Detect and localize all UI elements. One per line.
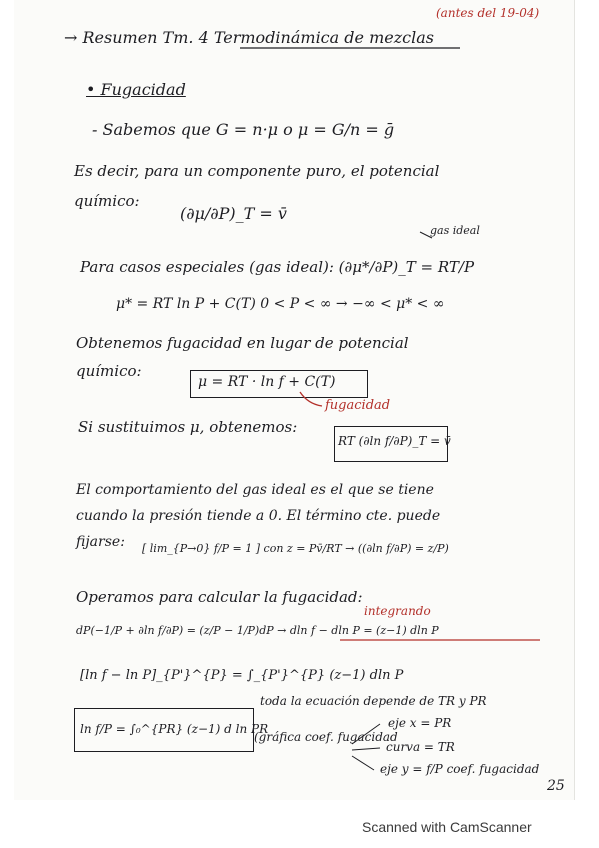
text-line-9: cuando la presión tiende a 0. El término cte. puede (76, 508, 441, 524)
eje-y-note: eje y = f/P coef. fugacidad (380, 762, 540, 776)
corner-date-note: (antes del 19-04) (436, 6, 540, 20)
text-line-2: Es decir, para un componente puro, el potencial (74, 162, 440, 180)
text-line-8: El comportamiento del gas ideal es el que se tiene (76, 482, 434, 498)
text-line-3: químico: (74, 192, 140, 210)
text-line-10: fijarse: (76, 534, 125, 550)
text-line-4: Para casos especiales (gas ideal): (∂μ*/∂P)_T = RT/P (80, 258, 475, 276)
grafica-note: (gráfica coef. fugacidad (254, 730, 398, 744)
equation-3: μ = RT · ln f + C(T) (198, 374, 336, 390)
equation-1: (∂μ/∂P)_T = v̄ (180, 204, 287, 223)
dependence-note: toda la ecuación depende de TR y PR (260, 694, 487, 708)
text-line-5: Obtenemos fugacidad en lugar de potencial (76, 334, 409, 352)
equation-5: [ lim_{P→0} f/P = 1 ] con z = Pv̄/RT → ((∂ln f/∂P) = z/P) (142, 542, 449, 555)
section-heading: • Fugacidad (86, 80, 186, 99)
text-line-11: Operamos para calcular la fugacidad: (76, 588, 363, 606)
text-line-7: Si sustituimos μ, obtenemos: (78, 418, 298, 436)
page-number: 25 (547, 778, 565, 794)
scanner-watermark: Scanned with CamScanner (362, 819, 532, 835)
equation-8: ln f/P = ∫₀^{PR} (z−1) d ln PR (80, 722, 269, 736)
equation-7: [ln f − ln P]_{P'}^{P} = ∫_{P'}^{P} (z−1) dln P (80, 668, 404, 683)
eje-x-note: eje x = PR (388, 716, 452, 730)
equation-2: μ* = RT ln P + C(T) 0 < P < ∞ → −∞ < μ* < ∞ (116, 296, 445, 312)
curva-note: curva = TR (386, 740, 455, 754)
page-title: → Resumen Tm. 4 Termodinámica de mezclas (64, 28, 434, 47)
gas-ideal-note: gas ideal (430, 224, 480, 237)
text-line-1: - Sabemos que G = n·μ o μ = G/n = ḡ (92, 120, 395, 139)
text-line-6: químico: (76, 362, 142, 380)
equation-6: dP(−1/P + ∂ln f/∂P) = (z/P − 1/P)dP → dln f − dln P = (z−1) dln P (76, 624, 439, 637)
equation-4: RT (∂ln f/∂P)_T = v̄ (338, 434, 451, 448)
integrando-note: integrando (364, 604, 431, 618)
fugacidad-note: fugacidad (325, 398, 391, 413)
